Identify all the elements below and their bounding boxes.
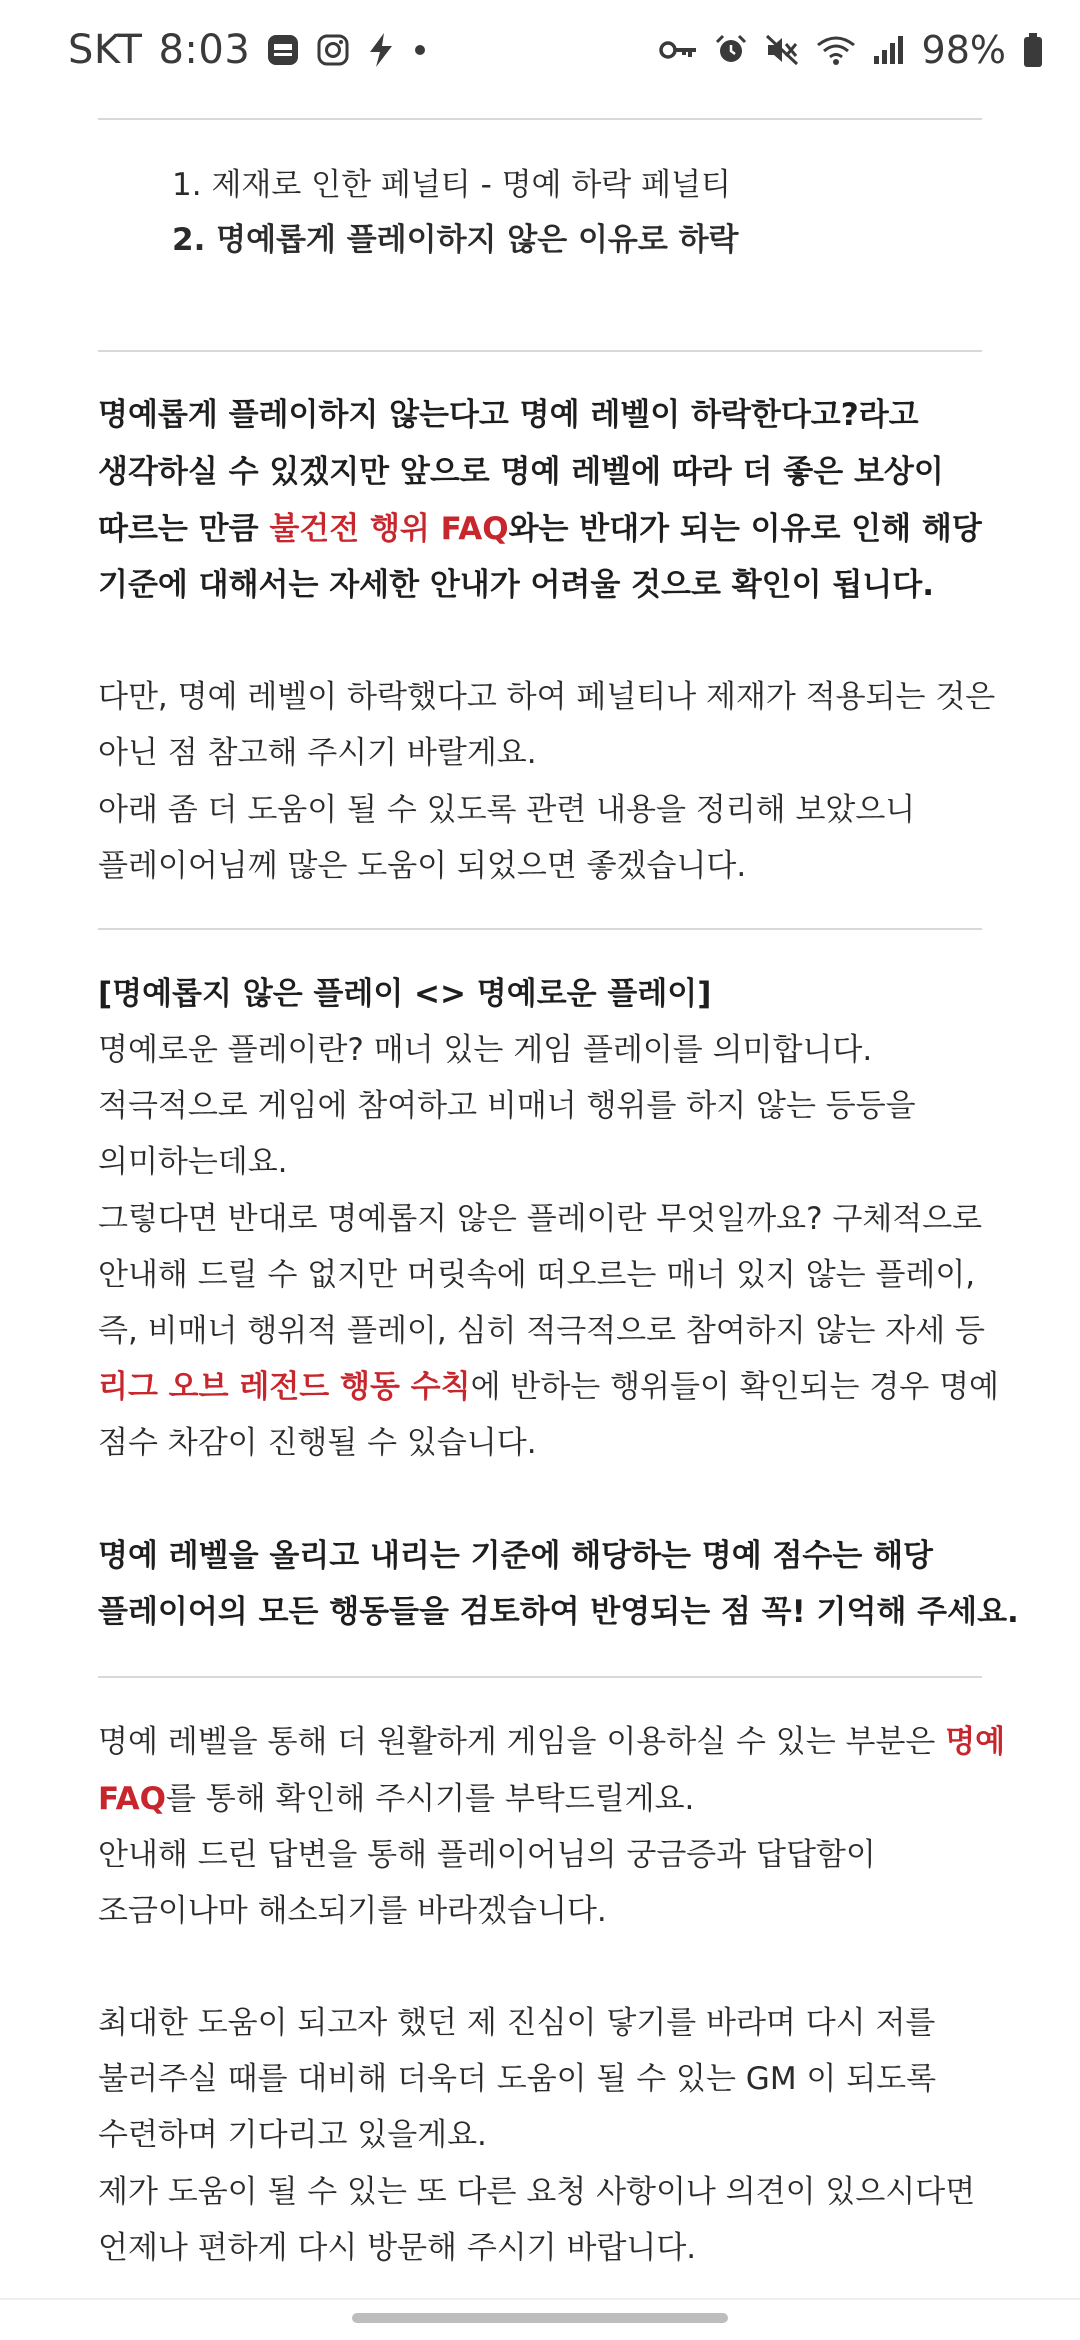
- para2-line3: 아래 좀 더 도움이 될 수 있도록 관련 내용을 정리해 보았으니: [98, 792, 916, 828]
- list-item-1-text: 제재로 인한 페널티 - 명예 하락 페널티: [211, 167, 731, 203]
- section-line6: 즉, 비매너 행위적 플레이, 심히 적극적으로 참여하지 않는 자세 등: [98, 1313, 985, 1349]
- mute-icon: [764, 33, 800, 67]
- para1-line3-b: 와는 반대가 되는 이유로 인해 해당: [508, 511, 982, 547]
- alarm-icon: [714, 33, 748, 67]
- para2-line1: 다만, 명예 레벨이 하락했다고 하여 페널티나 제재가 적용되는 것은: [98, 679, 996, 715]
- battery-icon: [1022, 32, 1044, 68]
- battery-percent: 98%: [921, 28, 1006, 72]
- para4-line4: 제가 도움이 될 수 있는 또 다른 요청 사항이나 의견이 있으시다면: [98, 2174, 976, 2210]
- para2-line4: 플레이어님께 많은 도움이 되었으면 좋겠습니다.: [98, 848, 747, 884]
- section-line7-b: 에 반하는 행위들이 확인되는 경우 명예: [470, 1369, 999, 1405]
- para3-line2-b: 를 통해 확인해 주시기를 부탁드릴게요.: [165, 1781, 695, 1817]
- instagram-icon: [316, 33, 350, 67]
- note-line1: 명예 레벨을 올리고 내리는 기준에 해당하는 명예 점수는 해당: [98, 1538, 933, 1574]
- list-item-1-number: 1.: [172, 167, 202, 203]
- key-icon: [658, 35, 698, 65]
- honor-faq-link-part1[interactable]: 명예: [945, 1724, 1006, 1760]
- navigation-bar-background: [0, 2298, 1080, 2300]
- para1-line3-a: 따르는 만큼: [98, 511, 270, 547]
- list-item-2-number: 2.: [172, 222, 206, 258]
- section-line1: 명예로운 플레이란? 매너 있는 게임 플레이를 의미합니다.: [98, 1032, 873, 1068]
- list-item-2-text: 명예롭게 플레이하지 않은 이유로 하락: [216, 222, 739, 258]
- lightning-icon: [366, 31, 396, 69]
- divider-4: [98, 1676, 982, 1678]
- para3-line3: 안내해 드린 답변을 통해 플레이어님의 궁금증과 답답함이: [98, 1837, 876, 1873]
- section-line7: [98, 1367, 999, 1407]
- unsound-behavior-faq-link[interactable]: 불건전 행위 FAQ: [269, 511, 509, 547]
- para4-line2: 불러주실 때를 대비해 더욱더 도움이 될 수 있는 GM 이 되도록: [98, 2061, 937, 2097]
- wifi-icon: [816, 33, 856, 67]
- honor-faq-link-part2[interactable]: FAQ: [98, 1781, 166, 1817]
- dot-icon: [412, 42, 428, 58]
- status-bar: [0, 0, 1080, 100]
- para4-line3: 수련하며 기다리고 있을게요.: [98, 2117, 487, 2153]
- para3-line4: 조금이나마 해소되기를 바라겠습니다.: [98, 1893, 607, 1929]
- para4-line1: 최대한 도움이 되고자 했던 제 진심이 닿기를 바라며 다시 저를: [98, 2005, 936, 2041]
- status-left: [68, 27, 428, 73]
- para1-line1: 명예롭게 플레이하지 않는다고 명예 레벨이 하락한다고?라고: [98, 397, 919, 433]
- para1-line2: 생각하실 수 있겠지만 앞으로 명예 레벨에 따라 더 좋은 보상이: [98, 454, 944, 490]
- signal-icon: [872, 34, 906, 66]
- ad-blocker-icon: [266, 33, 300, 67]
- home-gesture-bar[interactable]: [352, 2313, 728, 2323]
- section-line8: 점수 차감이 진행될 수 있습니다.: [98, 1425, 537, 1461]
- para1-line4: 기준에 대해서는 자세한 안내가 어려울 것으로 확인이 됩니다.: [98, 567, 934, 603]
- section-line4: 그렇다면 반대로 명예롭지 않은 플레이란 무엇일까요? 구체적으로: [98, 1201, 983, 1237]
- code-of-conduct-link[interactable]: 리그 오브 레전드 행동 수칙: [98, 1369, 471, 1405]
- para4-line5: 언제나 편하게 다시 방문해 주시기 바랍니다.: [98, 2230, 697, 2266]
- section-line2: 적극적으로 게임에 참여하고 비매너 행위를 하지 않는 등등을: [98, 1088, 916, 1124]
- clock: 8:03: [158, 27, 251, 73]
- divider-top: [98, 118, 982, 120]
- list-item-1: [172, 165, 731, 205]
- status-right: [658, 28, 1044, 72]
- note-line2: 플레이어의 모든 행동들을 검토하여 반영되는 점 꼭! 기억해 주세요.: [98, 1594, 1019, 1630]
- list-item-2: [172, 220, 738, 260]
- section-heading: [명예롭지 않은 플레이 <> 명예로운 플레이]: [98, 976, 712, 1012]
- para3-line2: [98, 1779, 694, 1819]
- divider-2: [98, 350, 982, 352]
- para3-line1: [98, 1722, 1005, 1762]
- section-line5: 안내해 드릴 수 없지만 머릿속에 떠오르는 매너 있지 않는 플레이,: [98, 1257, 976, 1293]
- para3-line1-a: 명예 레벨을 통해 더 원활하게 게임을 이용하실 수 있는 부분은: [98, 1724, 946, 1760]
- para1-line3: [98, 509, 982, 549]
- para2-line2: 아닌 점 참고해 주시기 바랄게요.: [98, 735, 537, 771]
- section-line3: 의미하는데요.: [98, 1144, 288, 1180]
- divider-3: [98, 928, 982, 930]
- carrier-label: SKT: [68, 27, 143, 73]
